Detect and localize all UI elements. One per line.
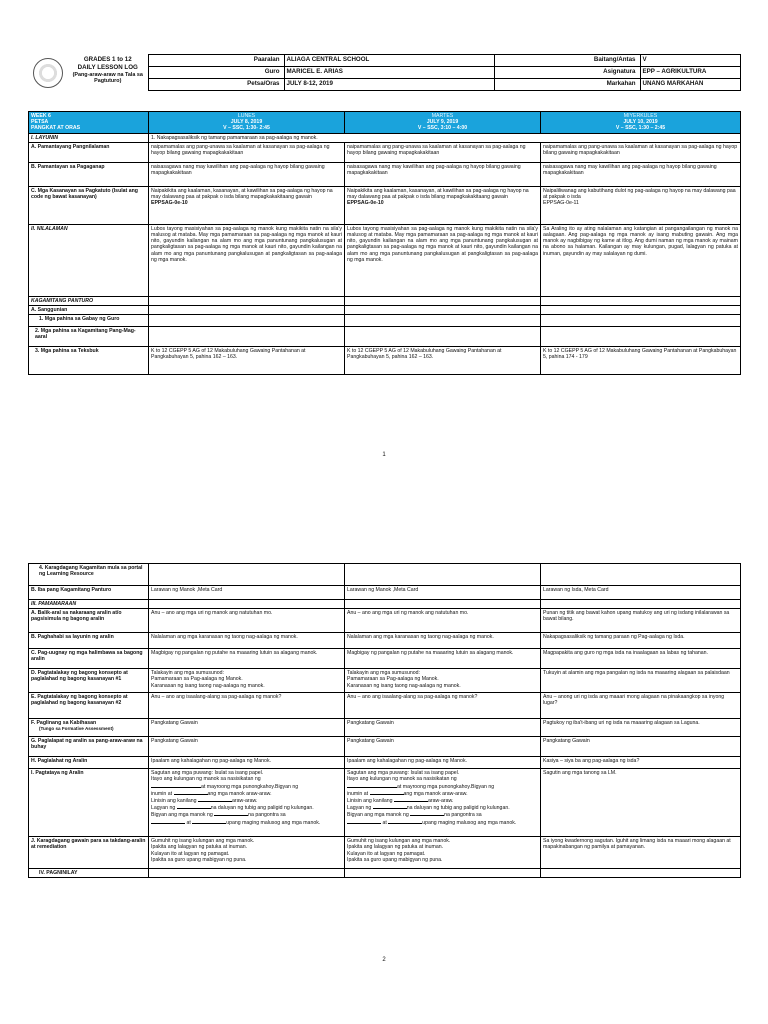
teksbuk-label: 3. Mga pahina sa Teksbuk (29, 347, 149, 375)
cell-text: K to 12 CGEPP 5 AG of 12 Makabuluhang Gawaing Pantahanan at Pangkabuhayan 5, pahina 162 – 163. (345, 347, 541, 375)
cell-text: Talakayin ang mga sumusunod: (151, 670, 224, 677)
cell-text: Pamamaraan sa Pag-aalaga ng Manok. (151, 676, 243, 683)
day2-name: MARTES (431, 113, 454, 119)
cell-text: Kulayan ito at lagyan ng pamagat. (151, 850, 230, 857)
cell-text: Ipakita sa guro upang mabigyan ng puna. (347, 856, 443, 863)
table-row (29, 162, 741, 186)
pamantayang-pangnilalaman-label: A. Pamantayang Pangnilalaman (29, 142, 149, 162)
pagtataya-day2 (345, 769, 541, 837)
markahan-label: Markahan (494, 79, 640, 91)
portal-label: 4. Karagdagang Kagamitan mula sa portal ng Learning Resource (29, 564, 149, 586)
baitang-value: V (640, 55, 740, 67)
table-row (29, 869, 741, 878)
cell-text: Sagutan ang mga puwang: Isulat sa isang papel. (347, 770, 460, 777)
paglinang-label: F. Paglinang sa Kabihasan (31, 720, 97, 727)
table-row (29, 757, 741, 769)
day2-time: V – SSC, 3:10 – 4:00 (417, 125, 468, 132)
cell-text: Naipakikita ang kaalaman, kasanayan, at kawilihan sa pag-aalaga ng hayop na may dalawang paa at pakpak o isda bilang mapagkakakitaang gawain (151, 187, 333, 201)
cell-text: Karanasan ng isang taong nag-aalaga ng manok. (347, 682, 461, 689)
table-row (29, 737, 741, 757)
table-row (29, 769, 741, 837)
gabay-label: 1. Mga pahina sa Gabay ng Guro (29, 315, 149, 327)
cell-text: at (186, 819, 191, 826)
table-row (29, 224, 741, 296)
code: EPPSAG-0e-10 (151, 200, 188, 207)
cell-text: inumin at (151, 790, 173, 797)
layunin-label: I. LAYUNIN (29, 133, 149, 142)
day3-date: JULY 10, 2019 (623, 119, 658, 126)
cell-text: Nalalaman ang mga karanasan ng taong nag-aalaga ng manok. (345, 633, 541, 649)
paglinang-sub: (Tungo sa Formative Assessment) (39, 726, 114, 732)
pagtataya-label: I. Pagtataya ng Aralin (29, 769, 149, 837)
table-row (29, 327, 741, 347)
guro-label: Guro (148, 67, 284, 79)
cell-text: at mayroong mga punongkahoy.Bigyan ng (201, 783, 299, 790)
cell-text: K to 12 CGEPP 5 AG of 12 Makabuluhang Gawaing Pantahanan at Pangkabuhayan 5, pahina 174 - 179 (541, 347, 741, 375)
lesson-table-2 (28, 563, 741, 878)
paaralan-value: ALIAGA CENTRAL SCHOOL (284, 55, 494, 67)
cell-text: naisasagawa nang may kawilihan ang pag-aalaga ng hayop bilang gawaing mapagkakakitaan (149, 162, 345, 186)
day1-time: V – SSC, 1:30- 2:45 (223, 125, 270, 132)
cell-text: Gumuhit ng isang kulungan ang mga manok. (347, 838, 451, 845)
cell-text: Lubos tayong masisiyahan sa pag-aalaga ng manok kung makikita natin na sila'y malusog at mataba. May mga pamamaraan sa pag-aalaga ng mga manok at kauri nito, gayundin kailangan na alam mo ang mga panuntunang pangkalusugan at pangkaligtasan sa pag-aalaga ng mga manok at kauri nito, gayundin kailangan na alam mo ang mga panuntunang pangkalusugan at pangkaligtasan sa pag-aalaga ng mga manok. (149, 224, 345, 296)
asignatura-label: Asignatura (494, 67, 640, 79)
title-sub: (Pang-araw-araw na Tala sa Pagtuturo) (72, 71, 143, 84)
cell-text: ang mga manok araw-araw. (403, 790, 468, 797)
cell-text: Naipakikita ang kaalaman, kasanayan, at kawilihan sa pag-aalaga ng hayop na may dalawang paa at pakpak o isda bilang mapagkakakitaang gawain (347, 187, 529, 201)
pamantayan-pagganap-label: B. Pamantayan sa Pagaganap (29, 162, 149, 186)
cell-text: Karanasan ng isang taong nag-aalaga ng manok. (151, 682, 265, 689)
table-row (29, 600, 741, 609)
cell-text: Sa iyong kwadernong sagutan. Iguhit ang limang isda na maaari mong alagaan at mapakinabangan ng pamilya at pamayanan. (541, 837, 741, 869)
iba-label: B. Iba pang Kagamitang Panturo (29, 586, 149, 600)
petsa-col-label: PETSA (31, 119, 49, 126)
balik-aral-label: A. Balik-aral sa nakaraang aralin at/o pagsisimula ng bagong aralin (29, 609, 149, 633)
cell-text: upang maging malusog ang mga manok. (422, 819, 517, 826)
cell-text: Itayo ang kulungan ng manok sa nasisikatan ng (347, 776, 457, 783)
title-dll: DAILY LESSON LOG (77, 63, 138, 71)
pag-uugnay-label: C. Pag-uugnay ng mga halimbawa sa bagong aralin (29, 649, 149, 669)
baitang-label: Baitang/Antas (494, 55, 640, 67)
table-row (29, 564, 741, 586)
cell-text: ang mga manok araw-araw. (207, 790, 272, 797)
pagninilay-label: IV. PAGNINILAY (29, 869, 149, 878)
layunin-row (29, 133, 741, 142)
cell-text: naipamamalas ang pang-unawa sa kaalaman at kasanayan sa pag-aalaga ng hayop bilang gawaing mapagkakakitaan (149, 142, 345, 162)
kasanayan-label: C. Mga Kasanayan sa Pagkatuto (Isulat ang code ng bawat kasanayan) (29, 186, 149, 224)
layunin-text: 1. Nakapagsasaliksik ng tamang pamamaraan sa pag-aalaga ng manok. (149, 133, 741, 142)
title-grades: GRADES 1 to 12 (83, 55, 132, 63)
day3-name: MIYERKULES (623, 113, 658, 119)
table-row (29, 586, 741, 600)
code: EPPSAG-0e-10 (347, 200, 384, 207)
cell-text: Anu – anong uri ng isda ang maaari mong alagaan na pinakaangkop sa inyong lugar? (541, 693, 741, 719)
cell-text: upang maging malusog ang mga manok. (226, 819, 321, 826)
cell-text: Sagutin ang mga tanong sa LM. (541, 769, 741, 837)
guro-value: MARICEL E. ARIAS (284, 67, 494, 79)
pangkat-label: PANGKAT AT ORAS (31, 125, 81, 132)
cell-text: Ipakita ang lalagyan ng patuka at inuman. (151, 844, 248, 851)
cell-text: Pamamaraan sa Pag-aalaga ng Manok. (347, 676, 439, 683)
paghahabi-label: B. Paghahabi sa layunin ng aralin (29, 633, 149, 649)
cell-text: Magbigay ng pangalan ng putahe na maaaring lutuin sa alagang manok. (149, 649, 345, 669)
cell-text: Magbigay ng pangalan ng putahe na maaaring lutuin sa alagang manok. (345, 649, 541, 669)
cell-text: Ipaalam ang kahalagahan ng pag-aalaga ng Manok. (149, 757, 345, 769)
week-label: WEEK 6 (31, 113, 51, 119)
sanggunian-label: A. Sanggunian (29, 306, 149, 315)
cell-text: at (382, 819, 387, 826)
cell-text: K to 12 CGEPP 5 AG of 12 Makabuluhang Gawaing Pantahanan at Pangkabuhayan 5, pahina 162 – 163. (149, 347, 345, 375)
page-1 (28, 54, 740, 375)
cell-text: Anu – ano ang mga uri ng manok ang natutuhan mo. (345, 609, 541, 633)
day2-date: JULY 9, 2019 (426, 119, 459, 126)
petsa-label: Petsa/Oras (148, 79, 284, 91)
cell-text: Anu – ano ang isaalang-alang sa pag-aalaga ng manok? (149, 693, 345, 719)
cell-text: Pangkatang Gawain (149, 719, 345, 737)
cell-text: na pangontra sa (248, 812, 286, 819)
cell-text: naipamamalas ang pang-unawa sa kaalaman at kasanayan sa pag-aalaga ng hayop bilang gawaing mapagkakakitaan (541, 142, 741, 162)
cell-text: Anu – ano ang isaalang-alang sa pag-aalaga ng manok? (345, 693, 541, 719)
pamamaraan-label: III. PAMAMARAAN (29, 600, 149, 609)
cell-text: Itayo ang kulungan ng manok sa nasisikatan ng (151, 776, 261, 783)
cell-text: Pangkatang Gawain (149, 737, 345, 757)
cell-text: Magpapakita ang guro ng mga isda na inaalagaan sa labas ng tahanan. (541, 649, 741, 669)
cell-text: Pangkatang Gawain (345, 737, 541, 757)
cell-text: araw-araw. (428, 798, 454, 805)
cell-text: Bigyan ang mga manok ng (151, 812, 213, 819)
cell-text: Gumuhit ng isang kulungan ang mga manok. (151, 838, 255, 845)
cell-text: Linisin ang kanilang (151, 798, 197, 805)
nilalaman-label: II. NILALAMAN (29, 224, 149, 296)
mag-aaral-label: 2. Mga pahina sa Kagamitang Pang-Mag-aaral (29, 327, 149, 347)
cell-text: na pangontra sa (444, 812, 482, 819)
cell-text: naisasagawa nang may kawilihan ang pag-aalaga ng hayop bilang gawaing mapagkakakitaan (541, 162, 741, 186)
petsa-value: JULY 8-12, 2019 (284, 79, 494, 91)
cell-text: Kasiya – siya ba ang pag-aalaga ng isda? (541, 757, 741, 769)
table-row (29, 296, 741, 305)
day3-time: V – SSC, 1:30 – 2:45 (615, 125, 666, 132)
table-row (29, 719, 741, 737)
cell-text: Anu – ano ang mga uri ng manok ang natutuhan mo. (149, 609, 345, 633)
table-row (29, 186, 741, 224)
cell-text: na daluyan ng tubig ang paligid ng kulungan. (210, 805, 314, 812)
cell-text: Larawan ng Manok ,Meta Card (149, 586, 345, 600)
cell-text: Lagyan ng (347, 805, 372, 812)
cell-text: Sagutan ang mga puwang: Isulat sa isang papel. (151, 770, 264, 777)
cell-text: Nakapagsasaliksik ng tamang paraan ng Pag-aalaga ng Isda. (541, 633, 741, 649)
asignatura-value: EPP – AGRIKULTURA (640, 67, 740, 79)
cell-text: na daluyan ng tubig ang paligid ng kulungan. (406, 805, 510, 812)
cell-text: Pagtukoy ng iba't-ibang uri ng isda na maaaring alagaan sa Laguna. (541, 719, 741, 737)
cell-text: Larawan ng Isda, Meta Card (541, 586, 741, 600)
cell-text: Talakayin ang mga sumusunod: (347, 670, 420, 677)
header-table (28, 54, 741, 91)
table-row (29, 142, 741, 162)
cell-text: Ipakita sa guro upang mabigyan ng puna. (151, 856, 247, 863)
cell-text: Larawan ng Manok ,Meta Card (345, 586, 541, 600)
table-row (29, 347, 741, 375)
cell-text: Bigyan ang mga manok ng (347, 812, 409, 819)
cell-text: Ipakita ang lalagyan ng patuka at inuman. (347, 844, 444, 851)
cell-text: Ipaalam ang kahalagahan ng pag-aalaga ng Manok. (345, 757, 541, 769)
cell-text: Pangkatang Gawain (345, 719, 541, 737)
pagtatalakay-1-label: D. Pagtatalakay ng bagong konsepto at paglalahad ng bagong kasanayan #1 (29, 669, 149, 693)
deped-seal (28, 55, 68, 91)
table-row (29, 693, 741, 719)
kagamitan-label: KAGAMITANG PANTURO (29, 296, 149, 305)
table-row (29, 837, 741, 869)
paglalapat-label: G. Paglalapat ng aralin sa pang-araw-araw na buhay (29, 737, 149, 757)
takdang-aralin-label: J. Karagdagang gawain para sa takdang-aralin at remediation (29, 837, 149, 869)
cell-text: Lubos tayong masisiyahan sa pag-aalaga ng manok kung makikita natin na sila'y malusog at mataba. May mga pamamaraan sa pag-aalaga ng mga manok at kauri nito, gayundin kailangan na alam mo ang mga panuntunang pangkalusugan at pangkaligtasan sa pag-aalaga ng mga manok at kauri nito, gayundin kailangan na alam mo ang mga panuntunang pangkalusugan at pangkaligtasan sa pag-aalaga ng mga manok. (345, 224, 541, 296)
cell-text: Nalalaman ang mga karanasan ng taong nag-aalaga ng manok. (149, 633, 345, 649)
day1-date: JULY 8, 2019 (230, 119, 263, 126)
page-number-1: 1 (382, 452, 386, 458)
day-header-row (29, 112, 741, 134)
cell-text: Pangkatang Gawain (541, 737, 741, 757)
cell-text: Kulayan ito at lagyan ng pamagat. (347, 850, 426, 857)
page-2 (28, 563, 740, 878)
cell-text: at mayroong mga punongkahoy.Bigyan ng (397, 783, 495, 790)
code: EPPSAG-0e-11 (543, 200, 579, 207)
cell-text: Sa Araling ito ay ating nalalaman ang katangian at pangangailangan ng manok na aalagaan. Ang pag-aalaga ng mga manok ay isang mabuting gawain. Ang mga manok ay nagbibigay ng karne at itlog. Ang dumi naman ng mga manok ay mainam na abono sa halaman. Kailangan ay may kulungan, pugad, lalagyan ng patuka at inuman, gayundin ay may salalayan ng dumi. (541, 224, 741, 296)
table-row (29, 609, 741, 633)
lesson-table-1 (28, 111, 741, 375)
pagtatalakay-2-label: E. Pagtatalakay ng bagong konsepto at paglalahad ng bagong kasanayan #2 (29, 693, 149, 719)
table-row (29, 315, 741, 327)
cell-text: naisasagawa nang may kawilihan ang pag-aalaga ng hayop bilang gawaing mapagkakakitaan (345, 162, 541, 186)
cell-text: naipamamalas ang pang-unawa sa kaalaman at kasanayan sa pag-aalaga ng hayop bilang gawaing mapagkakakitaan (345, 142, 541, 162)
cell-text: Punan ng titik ang bawat kahon upang matukoy ang uri ng isdang inilalarawan sa bawat bilang. (541, 609, 741, 633)
cell-text: inumin at (347, 790, 369, 797)
table-row (29, 669, 741, 693)
table-row (29, 633, 741, 649)
paaralan-label: Paaralan (148, 55, 284, 67)
cell-text: Linisin ang kanilang (347, 798, 393, 805)
cell-text: Naipaliliwanag ang kabutihang dulot ng pag-aalaga ng hayop na may dalawang paa at pakpak o isda (543, 187, 736, 201)
table-row (29, 306, 741, 315)
page-number-2: 2 (382, 957, 386, 963)
cell-text: Lagyan ng (151, 805, 176, 812)
cell-text: araw-araw. (232, 798, 258, 805)
table-row (29, 649, 741, 669)
day1-name: LUNES (237, 113, 256, 119)
markahan-value: UNANG MARKAHAN (640, 79, 740, 91)
cell-text: Tukuyin at alamin ang mga pangalan ng isda na maaaring alagaan sa palaisdaan (541, 669, 741, 693)
paglalahat-label: H. Paglalahat ng Aralin (29, 757, 149, 769)
pagtataya-day1 (149, 769, 345, 837)
